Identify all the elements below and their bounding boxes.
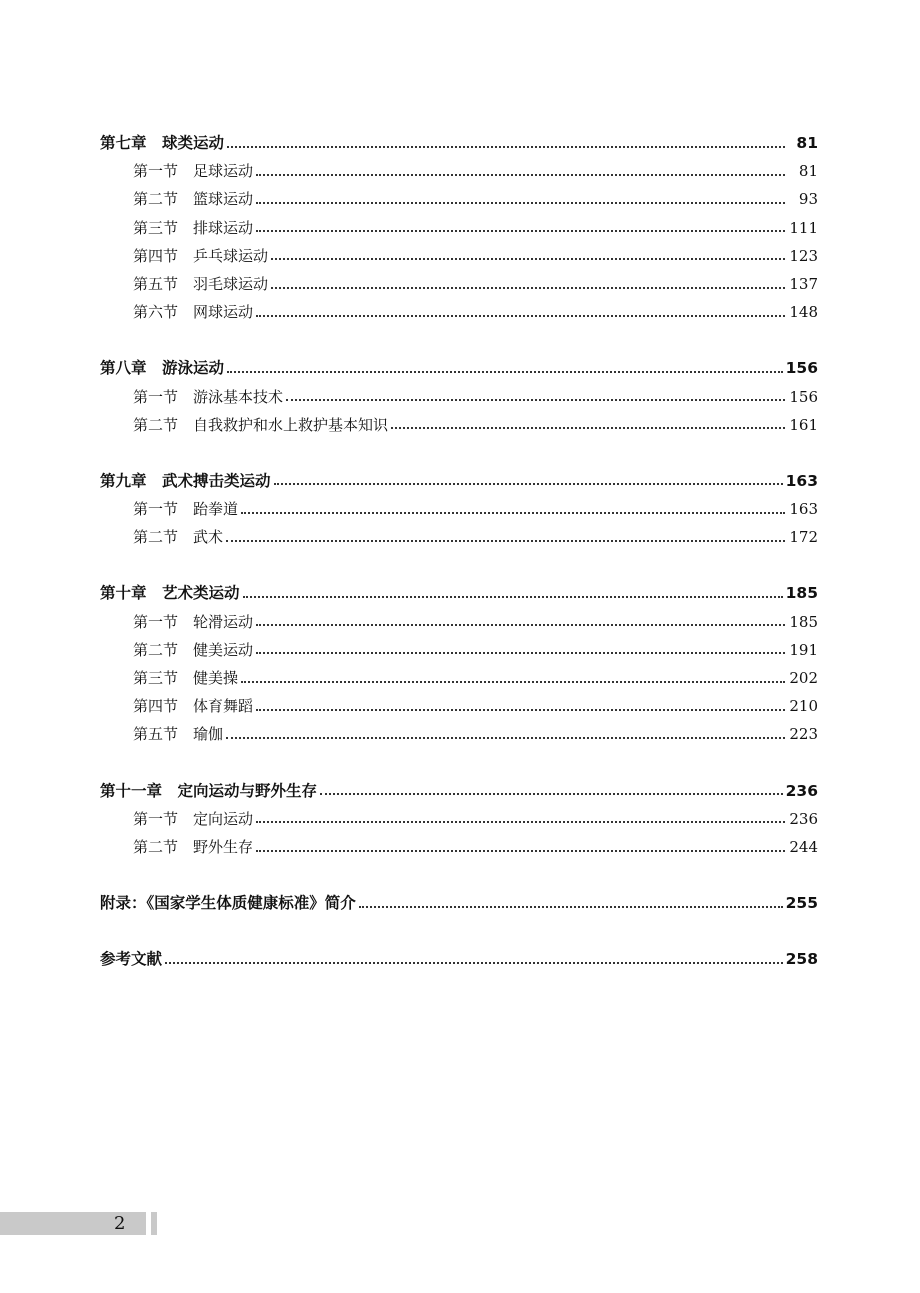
page-number: 2 xyxy=(114,1213,126,1234)
section-entry[interactable] xyxy=(100,242,818,270)
section-entry[interactable] xyxy=(100,495,818,523)
page-number-ref: 148 xyxy=(789,303,818,322)
section-title: 第一节 定向运动 xyxy=(133,809,254,828)
page-number-ref: 258 xyxy=(785,950,818,969)
section-entry[interactable] xyxy=(100,720,818,748)
section-title: 第一节 跆拳道 xyxy=(133,500,239,519)
dot-leader xyxy=(271,257,785,260)
section-title: 第三节 健美操 xyxy=(133,669,239,687)
section-entry[interactable] xyxy=(100,157,818,185)
section-title: 第二节 健美运动 xyxy=(133,640,254,659)
page-number-ref: 236 xyxy=(789,809,818,828)
section-entry[interactable] xyxy=(100,270,818,298)
dot-leader xyxy=(271,286,785,289)
dot-leader xyxy=(226,539,785,542)
page-number-ref: 223 xyxy=(789,725,818,744)
dot-leader xyxy=(165,961,783,964)
references-entry[interactable] xyxy=(100,945,818,973)
page-number-ref: 202 xyxy=(789,669,818,687)
page-number-ref: 81 xyxy=(798,162,818,181)
appendix-title: 附录：《国家学生体质健康标准》简介 xyxy=(100,894,356,913)
section-title: 第二节 野外生存 xyxy=(133,837,254,856)
dot-leader xyxy=(256,849,785,852)
dot-leader xyxy=(256,623,785,626)
section-title: 第二节 自我救护和水上救护基本知识 xyxy=(133,415,389,434)
dot-leader xyxy=(286,398,785,401)
chapter-entry[interactable] xyxy=(100,129,818,157)
page-number-ref: 191 xyxy=(789,640,818,659)
section-title: 第二节 武术 xyxy=(133,528,224,547)
section-entry[interactable] xyxy=(100,608,818,636)
chapter-title: 第七章 球类运动 xyxy=(100,134,225,152)
page-number-ref: 172 xyxy=(789,528,818,547)
section-entry[interactable] xyxy=(100,411,818,439)
page-number-ref: 255 xyxy=(785,894,818,913)
dot-leader xyxy=(226,736,785,739)
chapter-entry[interactable] xyxy=(100,579,818,607)
dot-leader xyxy=(256,820,785,823)
section-entry[interactable] xyxy=(100,185,818,213)
page-number-ref: 156 xyxy=(785,359,818,378)
section-entry[interactable] xyxy=(100,833,818,861)
section-title: 第四节 体育舞蹈 xyxy=(133,697,254,716)
dot-leader xyxy=(256,229,785,232)
page-number-ref: 236 xyxy=(785,781,818,800)
dot-leader xyxy=(320,792,783,795)
section-title: 第五节 瑜伽 xyxy=(133,725,224,744)
dot-leader xyxy=(256,651,785,654)
section-entry[interactable] xyxy=(100,523,818,551)
page-number-ref: 156 xyxy=(789,387,818,406)
section-title: 第二节 篮球运动 xyxy=(133,190,254,209)
dot-leader xyxy=(241,511,785,514)
dot-leader xyxy=(227,370,783,373)
page-number-ref: 123 xyxy=(789,246,818,265)
page-number-ref: 244 xyxy=(789,837,818,856)
section-entry[interactable] xyxy=(100,664,818,692)
appendix-entry[interactable] xyxy=(100,889,818,917)
section-entry[interactable] xyxy=(100,214,818,242)
page-number-ref: 185 xyxy=(785,584,818,603)
section-entry[interactable] xyxy=(100,692,818,720)
chapter-entry[interactable] xyxy=(100,467,818,495)
dot-leader xyxy=(256,314,785,317)
references-title: 参考文献 xyxy=(100,950,163,969)
dot-leader xyxy=(391,426,785,429)
dot-leader xyxy=(243,595,783,598)
section-entry[interactable] xyxy=(100,383,818,411)
chapter-title: 第十章 艺术类运动 xyxy=(100,584,240,603)
chapter-title: 第十一章 定向运动与野外生存 xyxy=(100,781,318,800)
chapter-title: 第九章 武术搏击类运动 xyxy=(100,471,271,490)
chapter-entry[interactable] xyxy=(100,354,818,382)
chapter-group xyxy=(100,129,818,326)
dot-leader xyxy=(256,173,785,176)
appendix-group xyxy=(100,889,818,917)
page-number-ref: 163 xyxy=(785,471,818,490)
page-number-ref: 81 xyxy=(796,134,818,152)
section-title: 第一节 足球运动 xyxy=(133,162,254,181)
chapter-title: 第八章 游泳运动 xyxy=(100,359,225,378)
section-title: 第六节 网球运动 xyxy=(133,303,254,322)
page-number-ref: 93 xyxy=(798,190,818,209)
page-number-ref: 185 xyxy=(789,612,818,631)
dot-leader xyxy=(359,905,783,908)
page-number-ref: 137 xyxy=(789,274,818,293)
chapter-group xyxy=(100,467,818,552)
chapter-group xyxy=(100,354,818,439)
section-title: 第三节 排球运动 xyxy=(133,218,254,237)
section-entry[interactable] xyxy=(100,636,818,664)
footer-tick xyxy=(151,1212,157,1235)
dot-leader xyxy=(256,708,785,711)
chapter-group xyxy=(100,579,818,748)
page-number-ref: 163 xyxy=(789,500,818,519)
section-title: 第一节 游泳基本技术 xyxy=(133,387,284,406)
section-entry[interactable] xyxy=(100,298,818,326)
section-title: 第五节 羽毛球运动 xyxy=(133,274,269,293)
page-number-ref: 111 xyxy=(789,218,818,237)
dot-leader xyxy=(256,201,785,204)
dot-leader xyxy=(241,680,785,683)
section-entry[interactable] xyxy=(100,805,818,833)
dot-leader xyxy=(227,145,785,148)
table-of-contents xyxy=(100,129,818,1002)
page-number-ref: 210 xyxy=(789,697,818,716)
chapter-entry[interactable] xyxy=(100,777,818,805)
chapter-group xyxy=(100,777,818,862)
references-group xyxy=(100,945,818,973)
page-number-ref: 161 xyxy=(789,415,818,434)
section-title: 第四节 乒乓球运动 xyxy=(133,246,269,265)
section-title: 第一节 轮滑运动 xyxy=(133,612,254,631)
dot-leader xyxy=(274,482,783,485)
